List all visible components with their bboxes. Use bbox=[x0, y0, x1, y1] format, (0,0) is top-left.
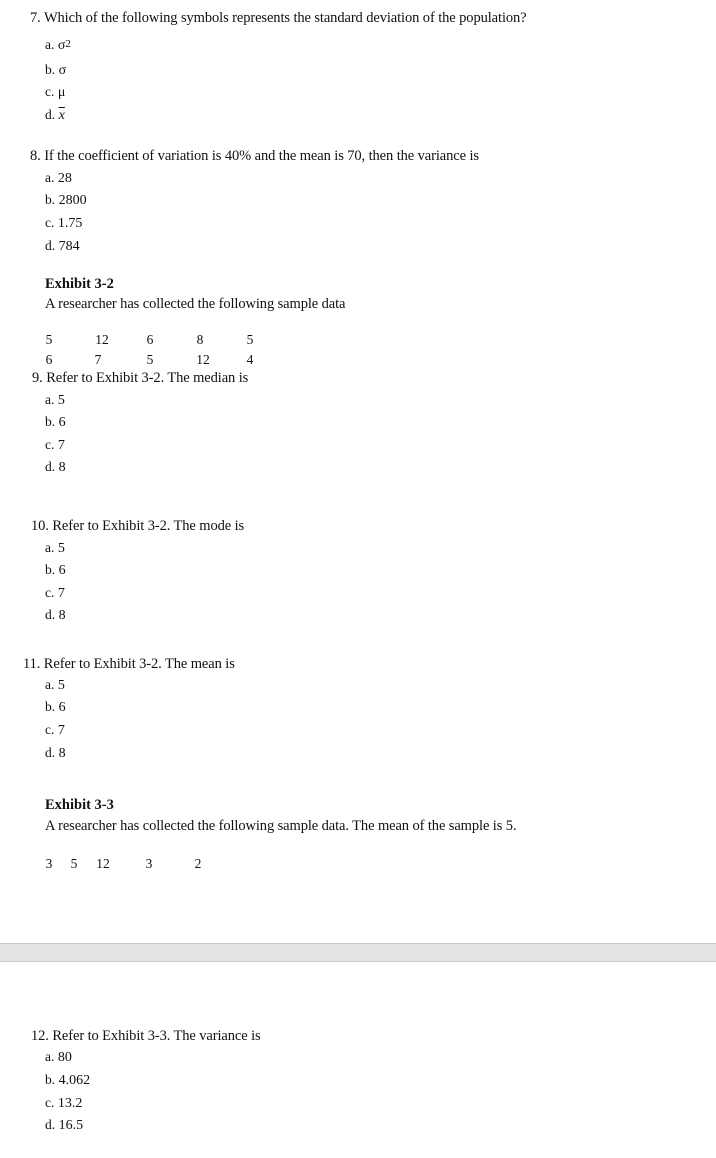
q12-option-c[interactable] bbox=[45, 1095, 82, 1112]
exhibit-3-2-description: A researcher has collected the following sample data bbox=[45, 296, 346, 312]
q8-option-d-letter: d. bbox=[45, 238, 56, 253]
q9-option-b[interactable] bbox=[45, 414, 66, 431]
q8-option-c-letter: c. bbox=[45, 215, 55, 230]
q12-option-a-letter: a. bbox=[45, 1049, 55, 1064]
q10-option-d[interactable] bbox=[45, 607, 66, 624]
q11-option-b[interactable] bbox=[45, 699, 66, 716]
question-10-stem: 10. Refer to Exhibit 3-2. The mode is bbox=[31, 518, 245, 534]
q11-option-c-text: 7 bbox=[57, 723, 65, 738]
q8-option-b[interactable] bbox=[45, 192, 87, 209]
q7-option-d-text: $\overline{x}$ bbox=[58, 108, 65, 123]
q9-option-a-text: 5 bbox=[57, 393, 65, 408]
q8-option-d-text: 784 bbox=[58, 239, 80, 254]
q11-option-a-letter: a. bbox=[45, 677, 55, 692]
exhibit-3-3-title: Exhibit 3-3 bbox=[45, 797, 114, 813]
exhibit-3-2-title: Exhibit 3-2 bbox=[45, 276, 114, 292]
q12-option-b[interactable] bbox=[45, 1072, 90, 1089]
q11-option-b-letter: b. bbox=[45, 699, 56, 714]
q11-option-d[interactable] bbox=[45, 745, 66, 762]
q11-option-c[interactable] bbox=[45, 722, 65, 739]
q11-option-a[interactable] bbox=[45, 677, 65, 694]
question-9-stem: 9. Refer to Exhibit 3-2. The median is bbox=[32, 370, 249, 386]
q12-option-d-text: 16.5 bbox=[58, 1118, 84, 1133]
q9-option-a[interactable] bbox=[45, 392, 65, 409]
q8-option-c-text: 1.75 bbox=[57, 216, 83, 231]
q10-option-a-letter: a. bbox=[45, 540, 55, 555]
q7-option-d[interactable] bbox=[45, 107, 65, 124]
q9-option-d-letter: d. bbox=[45, 459, 56, 474]
q12-option-c-text: 13.2 bbox=[57, 1096, 83, 1111]
q9-option-c-text: 7 bbox=[57, 438, 65, 453]
exhibit-3-2-value: 6 bbox=[45, 352, 53, 367]
q9-option-d-text: 8 bbox=[58, 460, 66, 475]
exhibit-3-3-value: 2 bbox=[194, 856, 202, 871]
q8-option-b-letter: b. bbox=[45, 192, 56, 207]
q8-option-a[interactable] bbox=[45, 170, 72, 187]
exhibit-3-2-value: 5 bbox=[45, 332, 53, 347]
q10-option-c-letter: c. bbox=[45, 585, 55, 600]
q7-option-c[interactable] bbox=[45, 84, 65, 101]
q10-option-d-letter: d. bbox=[45, 607, 56, 622]
q12-option-b-text: 4.062 bbox=[58, 1073, 91, 1088]
q11-option-c-letter: c. bbox=[45, 722, 55, 737]
q11-option-d-letter: d. bbox=[45, 745, 56, 760]
q10-option-a[interactable] bbox=[45, 540, 65, 557]
exhibit-3-2-value: 4 bbox=[246, 352, 254, 367]
q7-option-c-letter: c. bbox=[45, 84, 55, 99]
q8-option-a-letter: a. bbox=[45, 170, 55, 185]
exhibit-3-3-description: A researcher has collected the following sample data. The mean of the sample is 5. bbox=[45, 818, 517, 834]
q8-option-a-text: 28 bbox=[57, 171, 72, 186]
question-11-stem: 11. Refer to Exhibit 3-2. The mean is bbox=[23, 656, 235, 672]
q7-option-b-text: σ bbox=[58, 63, 67, 78]
q12-option-a[interactable] bbox=[45, 1049, 72, 1066]
exhibit-3-2-value: 5 bbox=[246, 332, 254, 347]
q7-option-b[interactable] bbox=[45, 62, 66, 79]
q11-option-d-text: 8 bbox=[58, 746, 66, 761]
question-7-stem: 7. Which of the following symbols represents the standard deviation of the population? bbox=[30, 10, 527, 26]
exhibit-3-2-value: 8 bbox=[196, 332, 204, 347]
q10-option-b[interactable] bbox=[45, 562, 66, 579]
q8-option-b-text: 2800 bbox=[58, 193, 87, 208]
q7-option-d-letter: d. bbox=[45, 107, 56, 122]
q7-option-a-text: σ bbox=[57, 38, 66, 53]
q10-option-d-text: 8 bbox=[58, 608, 66, 623]
question-12-stem: 12. Refer to Exhibit 3-3. The variance is bbox=[31, 1028, 261, 1044]
q12-option-b-letter: b. bbox=[45, 1072, 56, 1087]
q10-option-b-text: 6 bbox=[58, 563, 66, 578]
q12-option-d-letter: d. bbox=[45, 1117, 56, 1132]
q10-option-a-text: 5 bbox=[57, 541, 65, 556]
exhibit-3-3-value: 5 bbox=[70, 856, 78, 871]
exhibit-3-2-value: 12 bbox=[196, 352, 210, 367]
q7-option-a-letter: a. bbox=[45, 37, 55, 52]
q9-option-c-letter: c. bbox=[45, 437, 55, 452]
page-separator bbox=[0, 943, 716, 962]
q12-option-c-letter: c. bbox=[45, 1095, 55, 1110]
q7-option-a[interactable] bbox=[45, 37, 71, 54]
q10-option-c[interactable] bbox=[45, 585, 65, 602]
exhibit-3-2-value: 12 bbox=[95, 332, 109, 347]
question-8-stem: 8. If the coefficient of variation is 40% and the mean is 70, then the variance is bbox=[30, 148, 479, 164]
exhibit-3-3-value: 3 bbox=[45, 856, 53, 871]
exhibit-3-2-value: 7 bbox=[94, 352, 102, 367]
q7-option-a-sup: 2 bbox=[65, 38, 71, 50]
q9-option-d[interactable] bbox=[45, 459, 66, 476]
q9-option-b-text: 6 bbox=[58, 415, 66, 430]
q9-option-a-letter: a. bbox=[45, 392, 55, 407]
q12-option-d[interactable] bbox=[45, 1117, 83, 1134]
exhibit-3-2-value: 5 bbox=[146, 352, 154, 367]
q7-option-c-text: μ bbox=[57, 85, 66, 100]
q10-option-c-text: 7 bbox=[57, 586, 65, 601]
q8-option-c[interactable] bbox=[45, 215, 82, 232]
q9-option-c[interactable] bbox=[45, 437, 65, 454]
q8-option-d[interactable] bbox=[45, 238, 80, 255]
q10-option-b-letter: b. bbox=[45, 562, 56, 577]
exhibit-3-3-value: 12 bbox=[96, 856, 110, 871]
exhibit-3-3-value: 3 bbox=[145, 856, 153, 871]
exhibit-3-2-value: 6 bbox=[146, 332, 154, 347]
q11-option-a-text: 5 bbox=[57, 678, 65, 693]
q9-option-b-letter: b. bbox=[45, 414, 56, 429]
q12-option-a-text: 80 bbox=[57, 1050, 72, 1065]
q7-option-b-letter: b. bbox=[45, 62, 56, 77]
q11-option-b-text: 6 bbox=[58, 700, 66, 715]
